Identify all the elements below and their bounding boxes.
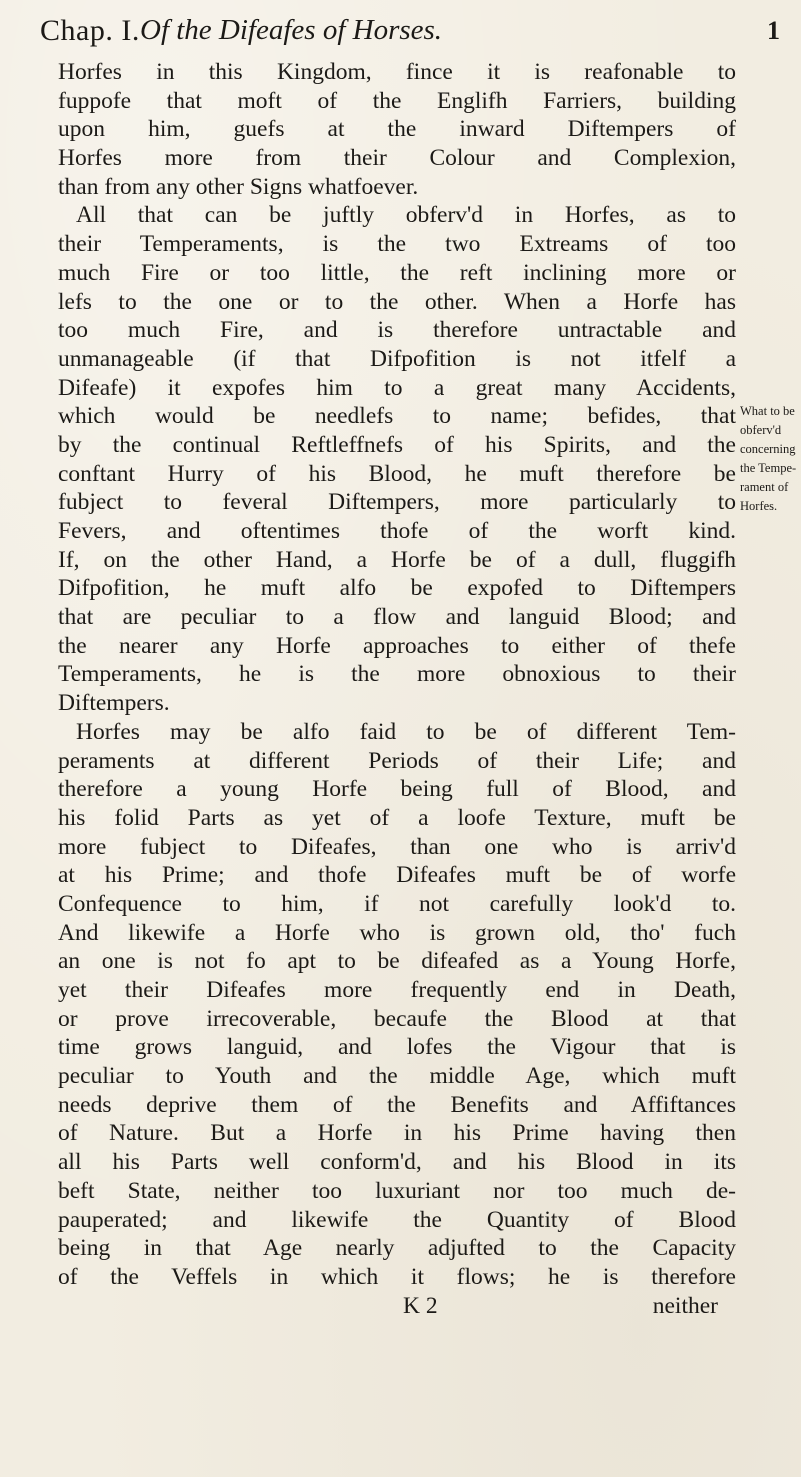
text-line: more fubject to Difeafes, than one who is arriv'd xyxy=(58,833,736,860)
text-line: much Fire or too little, the reft inclining more or xyxy=(58,259,736,286)
text-line: that are peculiar to a flow and languid Blood; and xyxy=(58,604,736,631)
page-number: 1 xyxy=(767,16,780,45)
margin-note-line: What to be xyxy=(740,404,795,418)
margin-note-line: concerning xyxy=(740,442,796,456)
text-line: Temperaments, he is the more obnoxious to their xyxy=(58,661,736,688)
chapter-label: Chap. I. xyxy=(40,14,140,47)
text-line: yet their Difeafes more frequently end in Death, xyxy=(58,977,736,1003)
text-line: Difeafe) it expofes him to a great many Accidents, xyxy=(58,374,736,401)
text-line: their Temperaments, is the two Extreams of too xyxy=(58,231,736,258)
margin-note-line: rament of xyxy=(740,480,789,494)
text-line: Difpofition, he muft alfo be expofed to Diftempers xyxy=(58,575,736,602)
text-line: And likewife a Horfe who is grown old, tho' fuch xyxy=(58,919,736,946)
text-line: If, on the other Hand, a Horfe be of a dull, fluggifh xyxy=(58,546,736,573)
text-line: at his Prime; and thofe Difeafes muft be of worfe xyxy=(58,862,736,889)
text-line: being in that Age nearly adjufted to the Capacity xyxy=(58,1235,736,1262)
text-line: time grows languid, and lofes the Vigour that is xyxy=(58,1034,736,1061)
text-line: Fevers, and oftentimes thofe of the worft kind. xyxy=(58,518,736,544)
catchword: neither xyxy=(652,1292,718,1319)
margin-note-line: the Tempe- xyxy=(740,461,797,475)
text-line: by the continual Reftleffnefs of his Spirits, and the xyxy=(58,431,736,458)
catchline xyxy=(58,1292,736,1321)
text-line: too much Fire, and is therefore untractable and xyxy=(58,317,736,344)
text-line: unmanageable (if that Difpofition is not itfelf a xyxy=(58,345,736,372)
page-header xyxy=(40,8,780,50)
text-line: Diftempers. xyxy=(58,690,170,717)
text-line: or prove irrecoverable, becaufe the Blood at that xyxy=(58,1005,736,1032)
text-line: all his Parts well conform'd, and his Blood in its xyxy=(58,1149,736,1176)
text-line: his folid Parts as yet of a loofe Texture, muft be xyxy=(58,804,736,831)
text-line: upon him, guefs at the inward Diftempers of xyxy=(58,116,736,143)
text-line: fuppofe that moft of the Englifh Farriers, building xyxy=(58,87,736,114)
body-text xyxy=(58,58,736,1320)
text-line: an one is not fo apt to be difeafed as a Young Horfe, xyxy=(58,948,736,975)
text-line: Horfes more from their Colour and Complexion, xyxy=(58,145,736,172)
text-line: conftant Hurry of his Blood, he muft therefore be xyxy=(58,460,736,487)
text-line: Horfes may be alfo faid to be of different Tem- xyxy=(76,718,736,745)
text-line: peraments at different Periods of their Life; and xyxy=(58,747,736,774)
text-line: peculiar to Youth and the middle Age, which muft xyxy=(58,1063,736,1090)
text-line: lefs to the one or to the other. When a Horfe has xyxy=(58,288,736,315)
text-line: than from any other Signs whatfoever. xyxy=(58,173,419,200)
margin-note-line: obferv'd xyxy=(740,423,782,437)
text-line: of Nature. But a Horfe in his Prime having then xyxy=(58,1120,736,1147)
text-line: beft State, neither too luxuriant nor too much de- xyxy=(58,1177,736,1204)
text-line: of the Veffels in which it flows; he is therefore xyxy=(58,1263,736,1290)
text-line: the nearer any Horfe approaches to either of thefe xyxy=(58,632,736,659)
margin-note xyxy=(740,402,801,516)
text-line: pauperated; and likewife the Quantity of Blood xyxy=(58,1206,736,1233)
text-line: Horfes in this Kingdom, fince it is reafonable to xyxy=(58,59,736,85)
running-title: Of the Difeafes of Horses. xyxy=(140,14,443,46)
margin-note-line: Horfes. xyxy=(740,499,778,513)
text-line: needs deprive them of the Benefits and Affiftances xyxy=(58,1091,736,1118)
signature-mark: K 2 xyxy=(403,1292,438,1319)
text-line: which would be needlefs to name; befides, that xyxy=(58,403,736,430)
text-line: therefore a young Horfe being full of Blood, and xyxy=(58,776,736,803)
text-line: fubject to feveral Diftempers, more particularly to xyxy=(58,489,736,516)
text-line: All that can be juftly obferv'd in Horfes, as to xyxy=(76,202,736,229)
text-line: Confequence to him, if not carefully look'd to. xyxy=(58,890,736,917)
